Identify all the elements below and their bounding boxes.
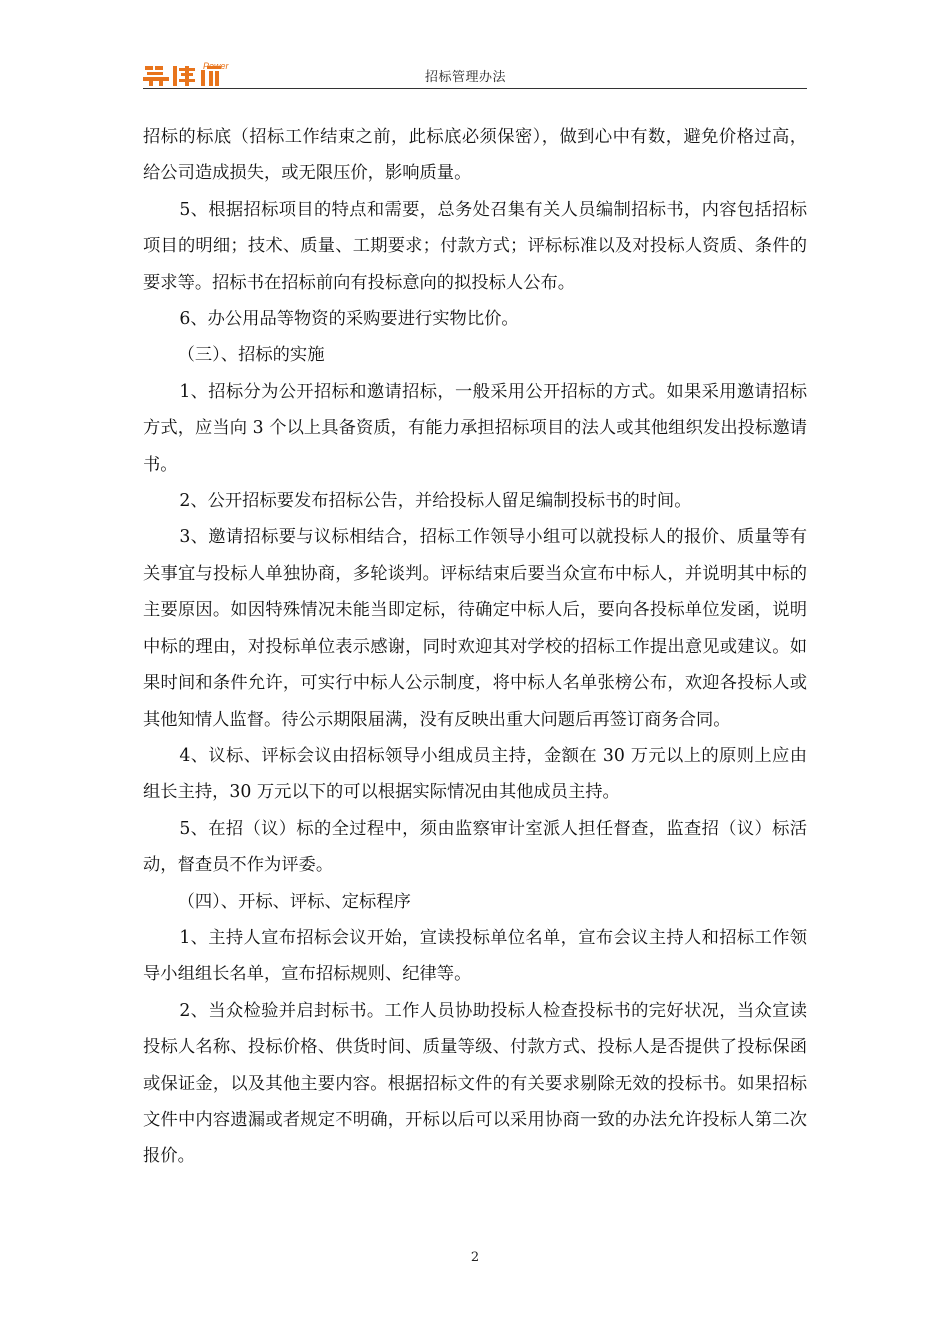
paragraph-implementation-1: 1、招标分为公开招标和邀请招标，一般采用公开招标的方式。如果采用邀请招标方式，应当向 3 个以上具备资质，有能力承担招标项目的法人或其他组织发出投标邀请书。 xyxy=(143,381,807,475)
paragraph-item-6-office-supplies: 6、办公用品等物资的采购要进行实物比价。 xyxy=(179,309,519,330)
paragraph-implementation-2: 2、公开招标要发布招标公告，并给投标人留足编制投标书的时间。 xyxy=(179,491,692,512)
header-title: 招标管理办法 xyxy=(425,70,507,85)
paragraph-bid-base-continued: 招标的标底（招标工作结束之前，此标底必须保密），做到心中有数，避免价格过高，给公司造成损失，或无限压价，影响质量。 xyxy=(143,127,807,184)
paragraph-procedure-2: 2、当众检验并启封标书。工作人员协助投标人检查投标书的完好状况，当众宣读投标人名称、投标价格、供货时间、质量等级、付款方式、投标人是否提供了投标保函或保证金，以及其他主要内容。根据招标文件的有关要求剔除无效的投标书。如果招标文件中内容遗漏或者规定不明确，开标以后可以采用协商一致的办法允许投标人第二次报价。 xyxy=(143,1000,807,1167)
paragraph-implementation-5: 5、在招（议）标的全过程中，须由监察审计室派人担任督查，监查招（议）标活动，督查员不作为评委。 xyxy=(143,818,807,876)
svg-text:Power: Power xyxy=(203,61,229,71)
page-number: 2 xyxy=(470,1250,480,1265)
paragraph-implementation-4: 4、议标、评标会议由招标领导小组成员主持，金额在 30 万元以上的原则上应由组长主持，30 万元以下的可以根据实际情况由其他成员主持。 xyxy=(143,745,807,803)
document-body xyxy=(143,119,807,1175)
paragraph-item-5-tender-document: 5、根据招标项目的特点和需要，总务处召集有关人员编制招标书，内容包括招标项目的明细；技术、质量、工期要求；付款方式；评标标准以及对投标人资质、条件的要求等。招标书在招标前向有投标意向的拟投标人公布。 xyxy=(143,199,807,293)
section-heading-3: （三）、招标的实施 xyxy=(177,345,325,366)
company-logo xyxy=(143,60,283,86)
paragraph-implementation-3: 3、邀请招标要与议标相结合，招标工作领导小组可以就投标人的报价、质量等有关事宜与投标人单独协商，多轮谈判。评标结束后要当众宣布中标人，并说明其中标的主要原因。如因特殊情况未能当即定标，待确定中标人后，要向各投标单位发函，说明中标的理由，对投标单位表示感谢，同时欢迎其对学校的招标工作提出意见或建议。如果时间和条件允许，可实行中标人公示制度，将中标人名单张榜公布，欢迎各投标人或其他知情人监督。待公示期限届满，没有反映出重大问题后再签订商务合同。 xyxy=(143,527,807,730)
logo-mark-icon xyxy=(143,60,283,86)
section-heading-4: （四）、开标、评标、定标程序 xyxy=(177,891,411,912)
page-header xyxy=(143,58,807,89)
paragraph-procedure-1: 1、主持人宣布招标会议开始，宣读投标单位名单，宣布会议主持人和招标工作领导小组组长名单，宣布招标规则、纪律等。 xyxy=(143,927,807,985)
